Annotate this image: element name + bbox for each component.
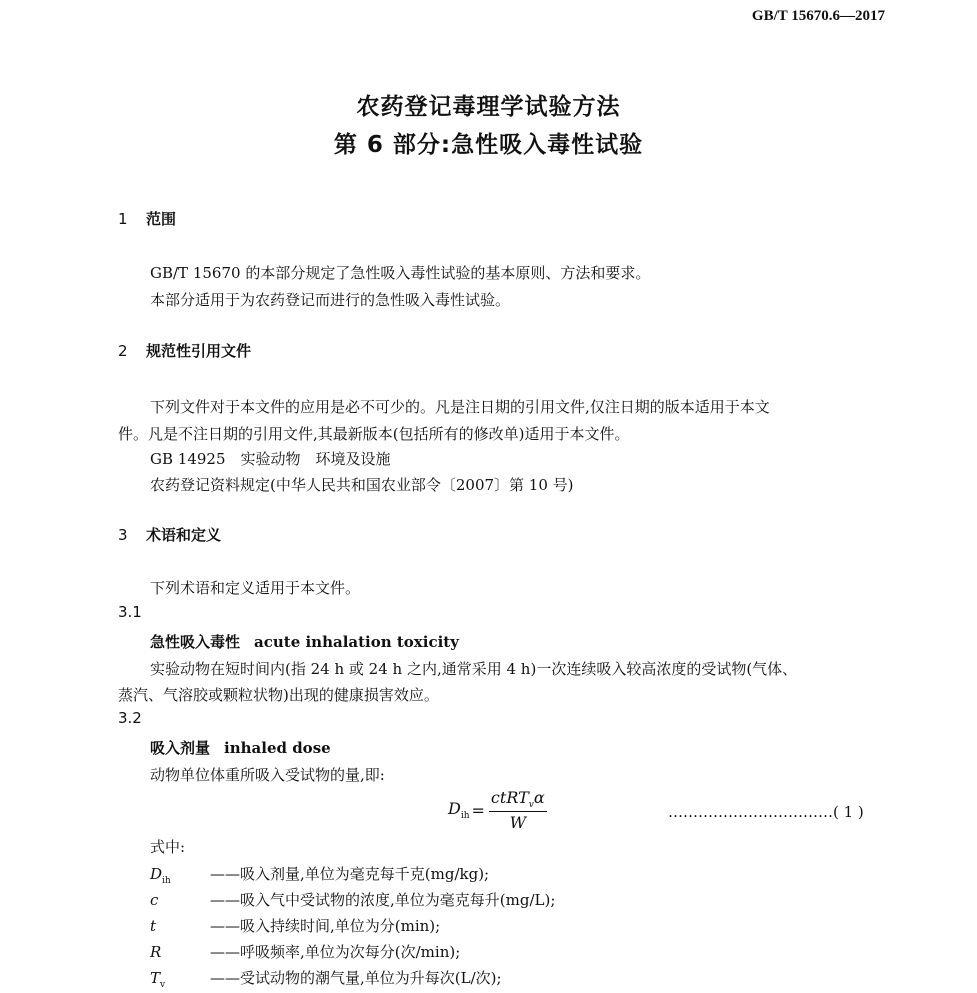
term-3-1-definition-line-1: 实验动物在短时间内(指 24 h 或 24 h 之内,通常采用 4 h)一次连续吸入较高浓度的受试物(气体、 [150,660,798,678]
section-title: 规范性引用文件 [146,342,252,360]
section-title: 范围 [146,210,177,228]
variable-letter: T [150,969,161,987]
reference-item-2: 农药登记资料规定(中华人民共和国农业部令〔2007〕第 10 号) [150,476,574,494]
inhaled-dose-formula [448,788,547,832]
formula-equals: = [471,800,485,820]
formula-lhs-subscript: ih [460,811,470,822]
variable-definition [150,863,489,886]
section-2-heading [118,340,251,361]
standard-id: GB/T 15670.6—2017 [751,8,885,24]
term-3-1-definition-line-2: 蒸汽、气溶胶或颗粒状物)出现的健康损害效应。 [118,686,439,704]
variable-subscript: v [160,980,166,990]
section-title: 术语和定义 [146,526,222,544]
variable-letter: D [150,865,163,883]
document-title-line2: 第 6 部分:急性吸入毒性试验 [333,132,644,158]
where-label: 式中: [150,838,186,856]
equation-number-row [668,803,864,821]
variable-definition [150,889,555,912]
section-number: 3 [118,526,128,544]
references-paragraph-line-2: 件。凡是不注日期的引用文件,其最新版本(包括所有的修改单)适用于本文件。 [118,425,630,443]
section-number: 1 [118,210,128,228]
term-english: acute inhalation toxicity [254,633,459,651]
variable-definition [150,941,460,964]
section-number: 2 [118,342,128,360]
numerator-subscript: v [528,800,534,811]
formula-lhs-symbol: D [448,799,461,818]
terms-intro: 下列术语和定义适用于本文件。 [150,579,361,597]
numerator-main: ctRT [490,788,529,807]
variable-description: ——呼吸频率,单位为次每分(次/min); [210,943,461,961]
term-english: inhaled dose [224,739,331,757]
variable-letter: c [150,891,159,909]
formula-denominator: W [509,813,527,833]
variable-letter: R [150,943,162,961]
variable-definition [150,915,440,938]
variable-description: ——吸入持续时间,单位为分(min); [210,917,441,935]
formula-numerator [489,788,547,812]
references-paragraph-line-1: 下列文件对于本文件的应用是必不可少的。凡是注日期的引用文件,仅注日期的版本适用于本文 [150,398,770,416]
variable-subscript: ih [162,876,171,886]
variable-description: ——受试动物的潮气量,单位为升每次(L/次); [210,969,502,987]
document-title-line1: 农药登记毒理学试验方法 [356,94,621,120]
reference-item-1: GB 14925 实验动物 环境及设施 [150,450,391,468]
variable-definition [150,967,502,990]
scope-paragraph-2: 本部分适用于为农药登记而进行的急性吸入毒性试验。 [150,291,511,309]
formula-fraction [489,788,547,832]
term-chinese: 急性吸入毒性 [150,633,241,651]
variable-symbol [150,917,210,938]
scope-paragraph-1: GB/T 15670 的本部分规定了急性吸入毒性试验的基本原则、方法和要求。 [150,264,651,282]
variable-symbol [150,943,210,964]
section-3-heading [118,524,221,545]
variable-symbol [150,891,210,912]
variable-letter: t [150,917,157,935]
subsection-3-2-number: 3.2 [118,709,142,727]
section-1-heading [118,208,176,229]
variable-description: ——吸入剂量,单位为毫克每千克(mg/kg); [210,865,490,883]
formula-lhs [448,799,470,821]
term-chinese: 吸入剂量 [150,739,211,757]
leader-dots: …………………………… [668,803,833,821]
variable-symbol [150,865,210,886]
equation-number: ( 1 ) [833,803,864,821]
variable-symbol [150,969,210,990]
subsection-3-1-number: 3.1 [118,603,142,621]
term-3-1 [150,631,459,652]
variable-description: ——吸入气中受试物的浓度,单位为毫克每升(mg/L); [210,891,556,909]
numerator-tail: α [533,788,545,807]
term-3-2 [150,737,331,758]
term-3-2-definition: 动物单位体重所吸入受试物的量,即: [150,766,385,784]
